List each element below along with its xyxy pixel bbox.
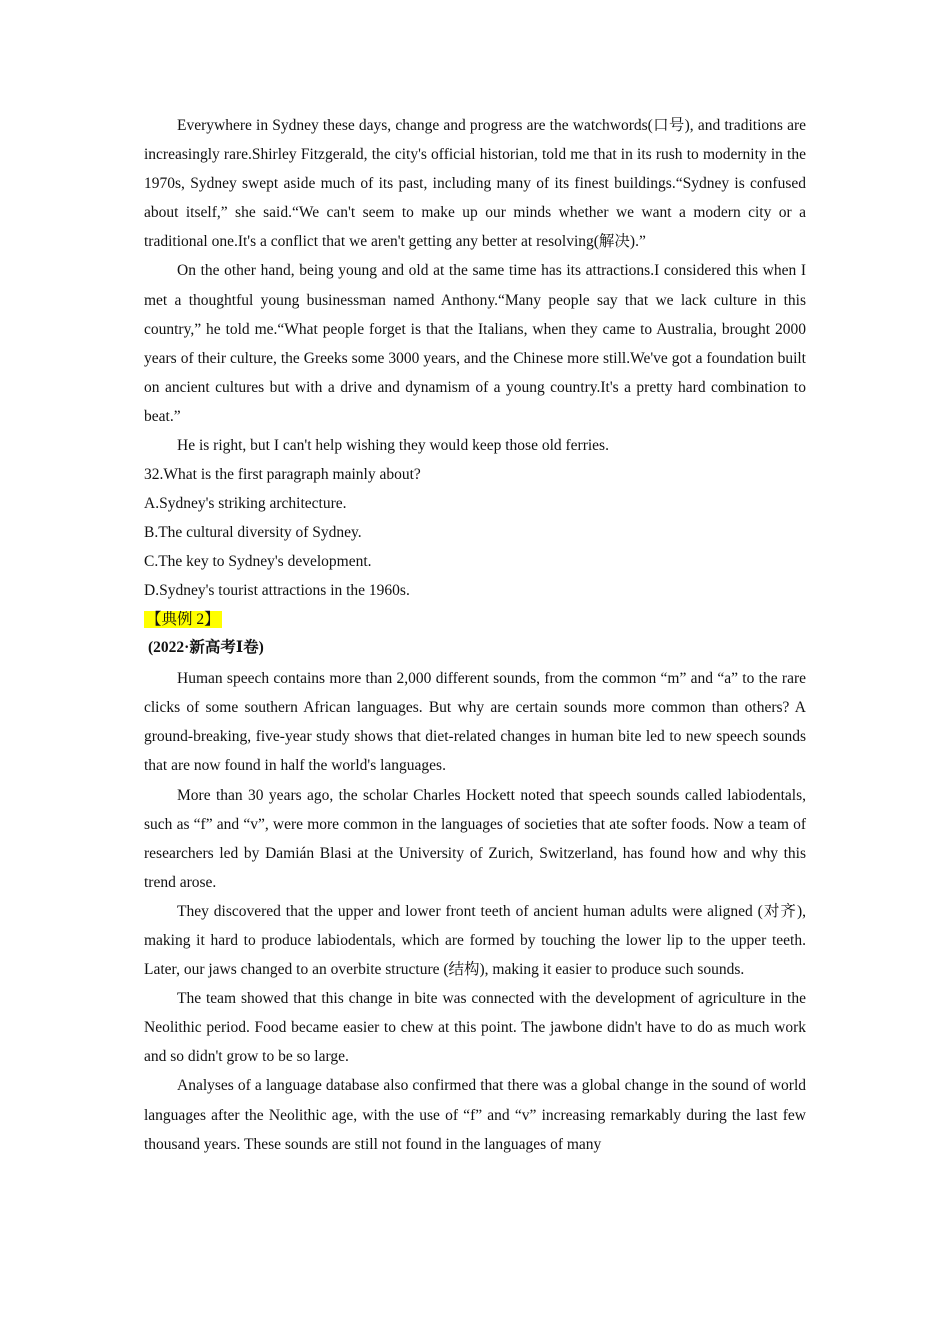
question-32-option-a: A.Sydney's striking architecture. (144, 495, 347, 513)
passage2-paragraph-5: Analyses of a language database also confirmed that there was a global change in the sound of world languages after the Neolithic age, with the use of “f” and “v” increasing remarkably during the last few thousand years. These sounds are still not found in the languages of many (144, 1077, 806, 1153)
question-32-option-c: C.The key to Sydney's development. (144, 553, 372, 571)
passage1-paragraph-2: On the other hand, being young and old at the same time has its attractions.I considered this when I met a thoughtful young businessman named Anthony.“Many people say that we lack culture in this country,” he told me.“What people forget is that the Italians, when they came to Australia, brought 2000 years of their culture, the Greeks some 3000 years, and the Chinese more still.We've got a foundation built on ancient cultures but with a drive and dynamism of a young country.It's a pretty hard combination to beat.” (144, 262, 806, 425)
passage2-paragraph-3: They discovered that the upper and lower front teeth of ancient human adults were aligned (对齐), making it hard to produce labiodentals, which are formed by touching the lower lip to the upper teeth. Later, our jaws changed to an overbite structure (结构), making it easier to produce such sounds. (144, 902, 806, 979)
question-32-option-b: B.The cultural diversity of Sydney. (144, 524, 362, 542)
passage1-paragraph-3: He is right, but I can't help wishing they would keep those old ferries. (177, 437, 609, 455)
example-tag-line (144, 607, 806, 633)
passage2-paragraph-1: Human speech contains more than 2,000 different sounds, from the common “m” and “a” to the rare clicks of some southern African languages. But why are certain sounds more common than others? A ground-breaking, five-year study shows that diet-related changes in human bite led to new speech sounds that are now found in half the world's languages. (144, 670, 806, 775)
example-2-tag: 【典例 2】 (146, 611, 220, 629)
example-2-source: (2022·新高考Ⅰ卷) (148, 639, 264, 657)
question-32-option-d: D.Sydney's tourist attractions in the 1960s. (144, 582, 410, 600)
passage2-paragraph-2: More than 30 years ago, the scholar Charles Hockett noted that speech sounds called labiodentals, such as “f” and “v”, were more common in the languages of societies that ate softer foods. Now a team of researchers led by Damián Blasi at the University of Zurich, Switzerland, has found how and why this trend arose. (144, 786, 806, 891)
question-32-stem: 32.What is the first paragraph mainly about? (144, 466, 421, 484)
document-page (144, 111, 806, 1159)
passage2-paragraph-4: The team showed that this change in bite was connected with the development of agriculture in the Neolithic period. Food became easier to chew at this point. The jawbone didn't have to do as much work and so didn't grow to be so large. (144, 990, 806, 1066)
passage1-paragraph-1: Everywhere in Sydney these days, change and progress are the watchwords(口号), and traditions are increasingly rare.Shirley Fitzgerald, the city's official historian, told me that in its rush to modernity in the 1970s, Sydney swept aside much of its past, including many of its finest buildings.“Sydney is confused about itself,” she said.“We can't seem to make up our minds whether we want a modern city or a traditional one.It's a conflict that we aren't getting any better at resolving(解决).” (144, 117, 806, 251)
